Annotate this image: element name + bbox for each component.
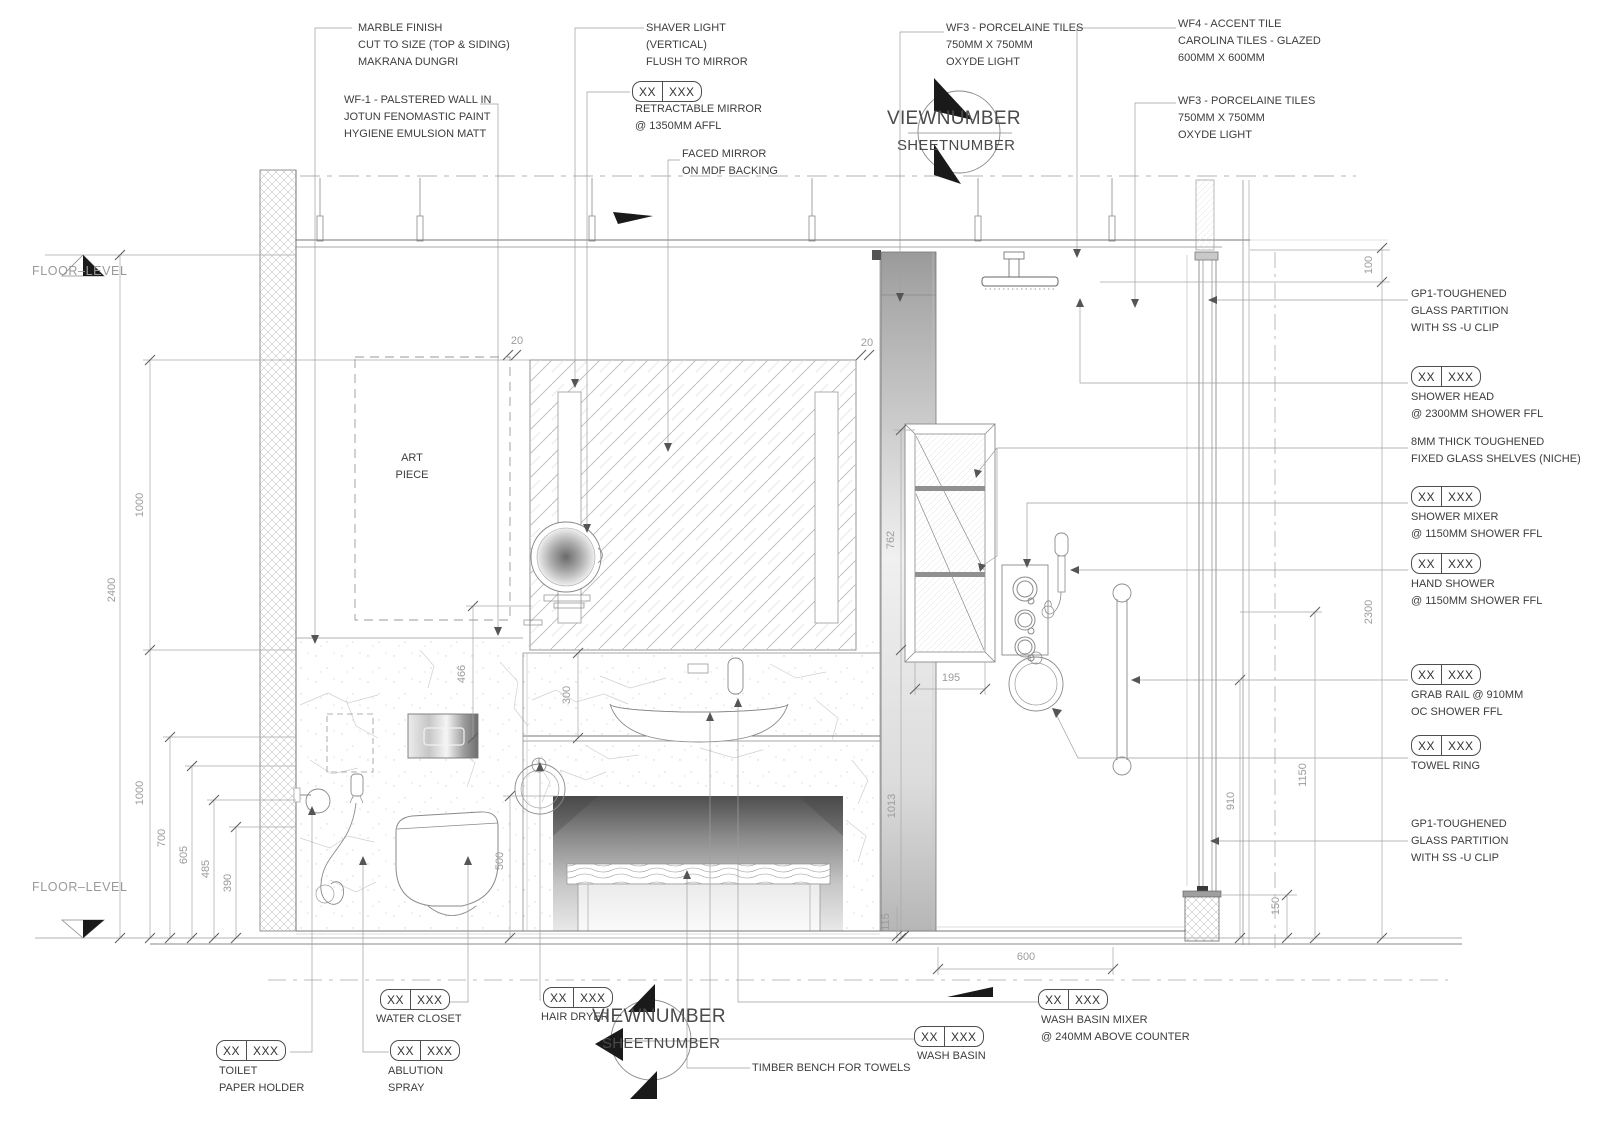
dim-2300: 2300 — [1363, 599, 1375, 625]
ref-tag-toilet-paper-holder: XX XXX — [216, 1040, 286, 1061]
ref-tag-basin-mixer: XX XXX — [1038, 989, 1108, 1010]
label-shower-mixer: SHOWER MIXER @ 1150MM SHOWER FFL — [1411, 511, 1543, 540]
label-hair-dryer: HAIR DRYER — [541, 1011, 609, 1023]
ref-tag-shower-mixer: XX XXX — [1411, 486, 1481, 507]
label-wf4: WF4 - ACCENT TILE CAROLINA TILES - GLAZED 600MM X 600MM — [1178, 18, 1321, 64]
dim-910: 910 — [1225, 791, 1237, 811]
label-wf3-right: WF3 - PORCELAINE TILES 750MM X 750MM OXYDE LIGHT — [1178, 95, 1316, 141]
dim-485: 485 — [200, 859, 212, 879]
label-wash-basin: WASH BASIN — [917, 1050, 986, 1062]
ref-tag-retractable-mirror: XX XXX — [632, 81, 702, 102]
viewnumber-top: VIEWNUMBER — [887, 108, 1021, 129]
label-towel-ring: TOWEL RING — [1411, 760, 1481, 772]
dim-1013: 1013 — [886, 793, 898, 819]
label-shaver-light: SHAVER LIGHT (VERTICAL) FLUSH TO MIRROR — [646, 22, 748, 68]
label-gp1-bottom: GP1-TOUGHENED GLASS PARTITION WITH SS -U CLIP — [1411, 818, 1509, 864]
label-marble-finish: MARBLE FINISH CUT TO SIZE (TOP & SIDING) MAKRANA DUNGRI — [358, 22, 510, 68]
dim-600: 600 — [1016, 951, 1036, 963]
label-grab-rail: GRAB RAIL @ 910MM OC SHOWER FFL — [1411, 689, 1524, 718]
label-faced-mirror: FACED MIRROR ON MDF BACKING — [682, 148, 778, 177]
towel-niche — [553, 796, 843, 931]
ref-tag-hair-dryer: XX XXX — [543, 987, 613, 1008]
dim-20-right: 20 — [860, 337, 874, 349]
label-wf1: WF-1 - PALSTERED WALL IN JOTUN FENOMASTIC PAINT HYGIENE EMULSION MATT — [344, 94, 492, 140]
dim-1000-lower: 1000 — [134, 780, 146, 806]
label-timber-bench: TIMBER BENCH FOR TOWELS — [752, 1062, 911, 1074]
label-retractable-mirror: RETRACTABLE MIRROR @ 1350MM AFFL — [635, 103, 762, 132]
viewnumber-bottom: VIEWNUMBER — [592, 1006, 726, 1027]
dim-2400: 2400 — [106, 577, 118, 603]
dim-20-left: 20 — [510, 335, 524, 347]
sheetnumber-top: SHEETNUMBER — [897, 137, 1016, 154]
dim-466: 466 — [456, 664, 468, 684]
dim-762: 762 — [885, 530, 897, 550]
ref-tag-water-closet: XX XXX — [380, 989, 450, 1010]
label-ablution-spray: ABLUTION SPRAY — [388, 1065, 444, 1094]
label-gp1-top: GP1-TOUGHENED GLASS PARTITION WITH SS -U CLIP — [1411, 288, 1509, 334]
shower-zone — [872, 250, 1275, 948]
label-water-closet: WATER CLOSET — [376, 1013, 462, 1025]
ref-tag-shower-head: XX XXX — [1411, 366, 1481, 387]
label-glass-shelves: 8MM THICK TOUGHENED FIXED GLASS SHELVES (NICHE) — [1411, 436, 1581, 465]
dim-195: 195 — [941, 672, 961, 684]
label-shower-head: SHOWER HEAD @ 2300MM SHOWER FFL — [1411, 391, 1544, 420]
dim-100: 100 — [1363, 255, 1375, 275]
ref-tag-wash-basin: XX XXX — [914, 1026, 984, 1047]
dim-390: 390 — [222, 873, 234, 893]
sheetnumber-bottom: SHEETNUMBER — [602, 1035, 721, 1052]
art-piece-box — [355, 357, 510, 620]
dim-1000-upper: 1000 — [134, 492, 146, 518]
label-toilet-paper-holder: TOILET PAPER HOLDER — [219, 1065, 305, 1094]
label-art-piece: ART PIECE — [395, 452, 429, 481]
label-hand-shower: HAND SHOWER @ 1150MM SHOWER FFL — [1411, 578, 1543, 607]
label-basin-mixer: WASH BASIN MIXER @ 240MM ABOVE COUNTER — [1041, 1014, 1190, 1043]
label-wf3-top: WF3 - PORCELAINE TILES 750MM X 750MM OXYDE LIGHT — [946, 22, 1084, 68]
dim-300: 300 — [561, 685, 573, 705]
ref-tag-grab-rail: XX XXX — [1411, 664, 1481, 685]
dim-1150: 1150 — [1297, 763, 1309, 787]
ref-tag-towel-ring: XX XXX — [1411, 735, 1481, 756]
floor-level-top: FLOOR–LEVEL — [32, 264, 128, 278]
dim-150: 150 — [1270, 896, 1282, 916]
ref-tag-ablution-spray: XX XXX — [390, 1040, 460, 1061]
dim-605: 605 — [178, 845, 190, 865]
dim-700: 700 — [156, 828, 168, 848]
floor-level-bottom: FLOOR–LEVEL — [32, 880, 128, 894]
section-marker-top — [908, 78, 1012, 184]
dim-115: 115 — [880, 913, 892, 931]
dim-500: 500 — [494, 851, 506, 871]
ref-tag-hand-shower: XX XXX — [1411, 553, 1481, 574]
